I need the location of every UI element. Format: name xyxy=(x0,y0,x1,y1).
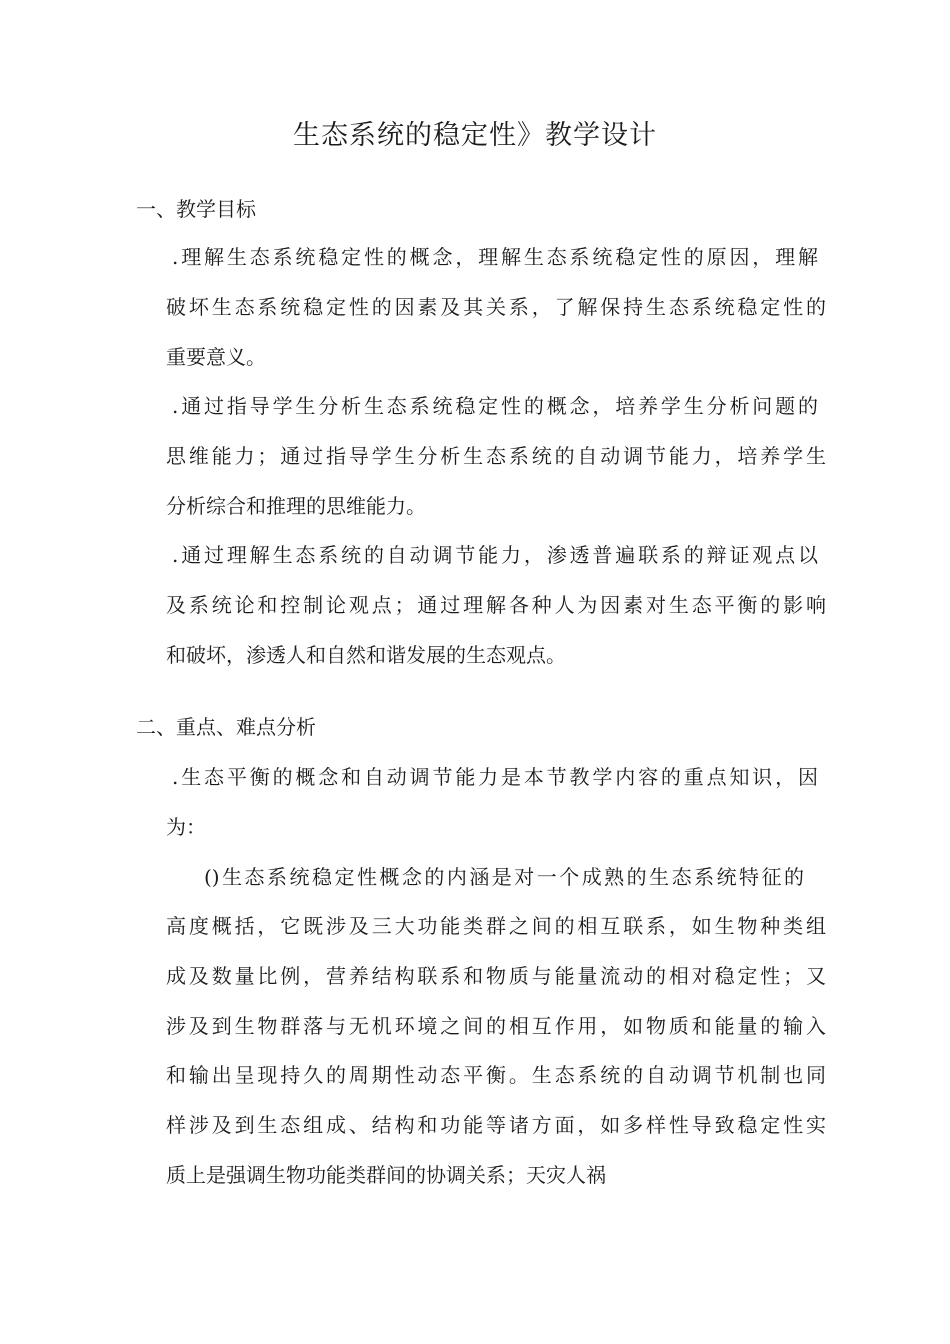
text-line: .通过理解生态系统的自动调节能力，渗透普遍联系的辩证观点以 xyxy=(172,543,818,567)
text-line: 思维能力；通过指导学生分析生态系统的自动调节能力，培养学生 xyxy=(166,444,826,468)
text-line: 成及数量比例，营养结构联系和物质与能量流动的相对稳定性；又 xyxy=(166,964,826,988)
text-line: 破坏生态系统稳定性的因素及其关系，了解保持生态系统稳定性的 xyxy=(166,295,826,319)
text-line: 和输出呈现持久的周期性动态平衡。生态系统的自动调节机制也同 xyxy=(166,1063,826,1087)
text-line: 高度概括，它既涉及三大功能类群之间的相互联系，如生物种类组 xyxy=(166,914,826,938)
text-line: 涉及到生物群落与无机环境之间的相互作用，如物质和能量的输入 xyxy=(166,1014,826,1038)
text-line: .理解生态系统稳定性的概念，理解生态系统稳定性的原因，理解 xyxy=(172,245,818,269)
text-line: .通过指导学生分析生态系统稳定性的概念，培养学生分析问题的 xyxy=(172,394,818,418)
text-line: .生态平衡的概念和自动调节能力是本节教学内容的重点知识，因 xyxy=(172,765,818,789)
section-heading-objectives: 一、教学目标 xyxy=(136,197,256,221)
section-heading-key-points: 二、重点、难点分析 xyxy=(136,715,316,739)
text-line: 样涉及到生态组成、结构和功能等诸方面，如多样性导致稳定性实 xyxy=(166,1113,826,1137)
text-line: 分析综合和推理的思维能力。 xyxy=(166,494,426,518)
text-line: 及系统论和控制论观点；通过理解各种人为因素对生态平衡的影响 xyxy=(166,593,826,617)
text-line: 质上是强调生物功能类群间的协调关系；天灾人祸 xyxy=(166,1163,606,1187)
text-line: 重要意义。 xyxy=(166,345,266,369)
text-line: 和破坏，渗透人和自然和谐发展的生态观点。 xyxy=(166,643,566,667)
document-title: 生态系统的稳定性》教学设计 xyxy=(293,120,657,151)
text-line: 为： xyxy=(166,815,206,839)
text-line: ()生态系统稳定性概念的内涵是对一个成熟的生态系统特征的 xyxy=(204,865,804,889)
